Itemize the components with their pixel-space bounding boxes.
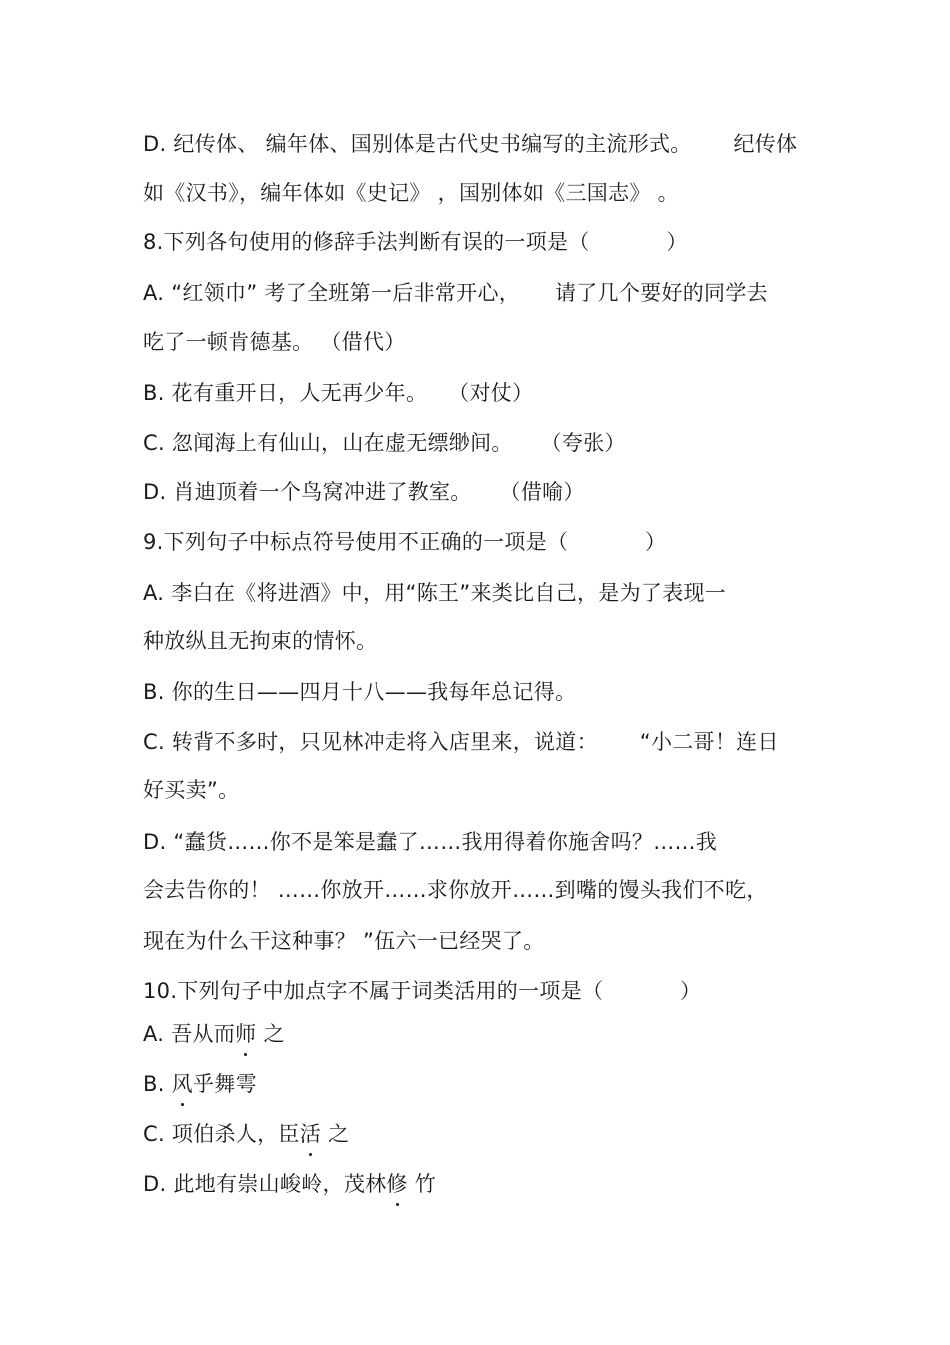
q10-option-a — [143, 1020, 285, 1048]
q9-option-d-line3: 现在为什么干这种事？ ”伍六一已经哭了。 — [143, 929, 545, 953]
q9-option-c-line1: C. 转背不多时，只见林冲走将入店里来，说道： “小二哥！连日 — [143, 730, 779, 754]
dotted-character: 活 — [299, 1122, 322, 1146]
option-text-before: 此地有崇山峻岭，茂林 — [173, 1172, 387, 1196]
q10-option-d — [143, 1170, 436, 1198]
q10-stem: 10.下列句子中加点字不属于词类活用的一项是（ ） — [143, 979, 702, 1003]
q10-option-c — [143, 1120, 349, 1148]
dotted-character: 师 — [235, 1022, 257, 1046]
q9-option-d-line2: 会去告你的！ ……你放开……求你放开……到嘴的馒头我们不吃， — [143, 878, 768, 902]
option-text-after: 之 — [256, 1022, 285, 1046]
q9-option-a-line2: 种放纵且无拘束的情怀。 — [143, 629, 378, 653]
option-label: D. — [143, 1172, 174, 1196]
dotted-character: 风 — [171, 1072, 193, 1096]
q8-option-b: B. 花有重开日，人无再少年。 （对仗） — [143, 381, 534, 405]
q7-option-d-line2: 如《汉书》，编年体如《史记》 ，国别体如《三国志》 。 — [143, 181, 679, 205]
q10-option-b — [143, 1070, 257, 1098]
dotted-character: 修 — [386, 1172, 408, 1196]
q8-option-d: D. 肖迪顶着一个鸟窝冲进了教室。 （借喻） — [143, 480, 585, 504]
q9-option-a-line1: A. 李白在《将进酒》中，用“陈王”来类比自己，是为了表现一 — [143, 581, 727, 605]
q8-stem: 8.下列各句使用的修辞手法判断有误的一项是（ ） — [143, 230, 688, 254]
option-label: C. — [143, 1122, 172, 1146]
option-text-after: 乎舞雩 — [192, 1072, 257, 1096]
option-label: B. — [143, 1072, 172, 1096]
q9-option-d-line1: D. “蠢货……你不是笨是蠢了……我用得着你施舍吗？……我 — [143, 830, 718, 854]
option-label: A. — [143, 1022, 172, 1046]
option-text-before: 项伯杀人，臣 — [171, 1122, 300, 1146]
q8-option-a-line1: A. “红领巾” 考了全班第一后非常开心， 请了几个要好的同学去 — [143, 281, 768, 305]
option-text-after: 之 — [321, 1122, 350, 1146]
q8-option-c: C. 忽闻海上有仙山，山在虚无缥缈间。 （夸张） — [143, 431, 626, 455]
option-text-after: 竹 — [407, 1172, 437, 1196]
q9-option-b: B. 你的生日——四月十八——我每年总记得。 — [143, 680, 577, 704]
q7-option-d-line1: D. 纪传体、 编年体、国别体是古代史书编写的主流形式。 纪传体 — [143, 132, 798, 156]
q8-option-a-line2: 吃了一顿肯德基。 （借代） — [143, 330, 406, 354]
option-text-before: 吾从而 — [171, 1022, 236, 1046]
q9-stem: 9.下列句子中标点符号使用不正确的一项是（ ） — [143, 530, 667, 554]
q9-option-c-line2: 好买卖”。 — [143, 778, 240, 802]
